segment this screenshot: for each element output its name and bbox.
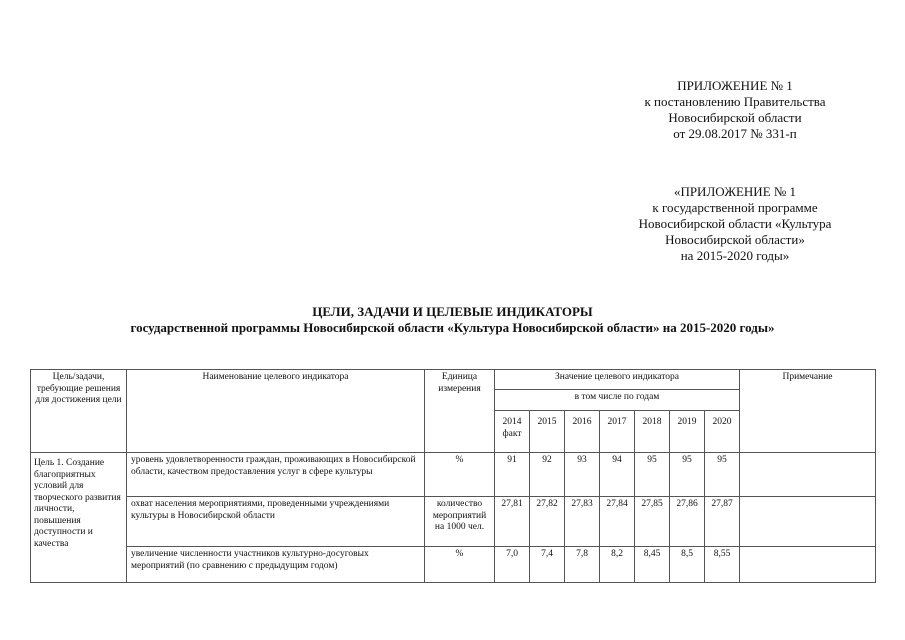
year-header: 2014 факт (495, 411, 530, 453)
value-cell: 8,2 (600, 547, 635, 583)
appendix-line: Новосибирской области «Культура (638, 216, 832, 231)
value-cell: 27,85 (635, 497, 670, 547)
appendix-to-program (600, 184, 870, 264)
year-header: 2017 (600, 411, 635, 453)
year-header: 2020 (705, 411, 740, 453)
appendix-line: ПРИЛОЖЕНИЕ № 1 (677, 78, 793, 93)
indicator-name: увеличение численности участников культурно-досуговых мероприятий (по сравнению с предыдущим годом) (127, 547, 425, 583)
unit-cell: % (425, 453, 495, 497)
header-goal: Цель/задачи, требующие решения для достижения цели (31, 370, 127, 453)
goal-cell: Цель 1. Создание благоприятных условий для творческого развития личности, повышения доступности и качества (31, 453, 127, 583)
year-header: 2015 (530, 411, 565, 453)
goals-indicators-table (30, 369, 876, 583)
table-row (31, 453, 876, 497)
appendix-line: Новосибирской области (668, 110, 802, 125)
header-unit: Единица измерения (425, 370, 495, 453)
indicator-name: охват населения мероприятиями, проведенными учреждениями культуры в Новосибирской области (127, 497, 425, 547)
appendix-to-resolution (600, 78, 870, 142)
value-cell: 8,45 (635, 547, 670, 583)
value-cell: 7,4 (530, 547, 565, 583)
value-cell: 27,84 (600, 497, 635, 547)
value-cell: 7,0 (495, 547, 530, 583)
appendix-line: «ПРИЛОЖЕНИЕ № 1 (673, 184, 797, 199)
year-header: 2019 (670, 411, 705, 453)
year-header: 2016 (565, 411, 600, 453)
note-cell (740, 453, 876, 497)
indicator-name: уровень удовлетворенности граждан, проживающих в Новосибирской области, качеством предоставления услуг в сфере культуры (127, 453, 425, 497)
value-cell: 95 (635, 453, 670, 497)
table-row (31, 547, 876, 583)
value-cell: 91 (495, 453, 530, 497)
value-cell: 7,8 (565, 547, 600, 583)
unit-cell: % (425, 547, 495, 583)
document-subtitle: государственной программы Новосибирской области «Культура Новосибирской области» на 2015-2020 годы» (130, 320, 775, 335)
document-heading (0, 304, 905, 336)
year-header: 2018 (635, 411, 670, 453)
appendix-line: на 2015-2020 годы» (680, 248, 790, 263)
document-title: ЦЕЛИ, ЗАДАЧИ И ЦЕЛЕВЫЕ ИНДИКАТОРЫ (312, 304, 593, 319)
value-cell: 93 (565, 453, 600, 497)
appendix-line: к постановлению Правительства (644, 94, 826, 109)
value-cell: 27,86 (670, 497, 705, 547)
header-indicator: Наименование целевого индикатора (127, 370, 425, 453)
value-cell: 92 (530, 453, 565, 497)
header-by-year: в том числе по годам (495, 390, 740, 411)
value-cell: 95 (670, 453, 705, 497)
note-cell (740, 497, 876, 547)
value-cell: 94 (600, 453, 635, 497)
value-cell: 27,82 (530, 497, 565, 547)
appendix-line: Новосибирской области» (665, 232, 805, 247)
value-cell: 27,87 (705, 497, 740, 547)
value-cell: 27,83 (565, 497, 600, 547)
appendix-line: от 29.08.2017 № 331-п (673, 126, 797, 141)
value-cell: 8,5 (670, 547, 705, 583)
value-cell: 95 (705, 453, 740, 497)
appendix-line: к государственной программе (652, 200, 818, 215)
unit-cell: количество мероприятий на 1000 чел. (425, 497, 495, 547)
header-value: Значение целевого индикатора (495, 370, 740, 390)
header-note: Примечание (740, 370, 876, 453)
note-cell (740, 547, 876, 583)
table-row (31, 497, 876, 547)
value-cell: 27,81 (495, 497, 530, 547)
value-cell: 8,55 (705, 547, 740, 583)
